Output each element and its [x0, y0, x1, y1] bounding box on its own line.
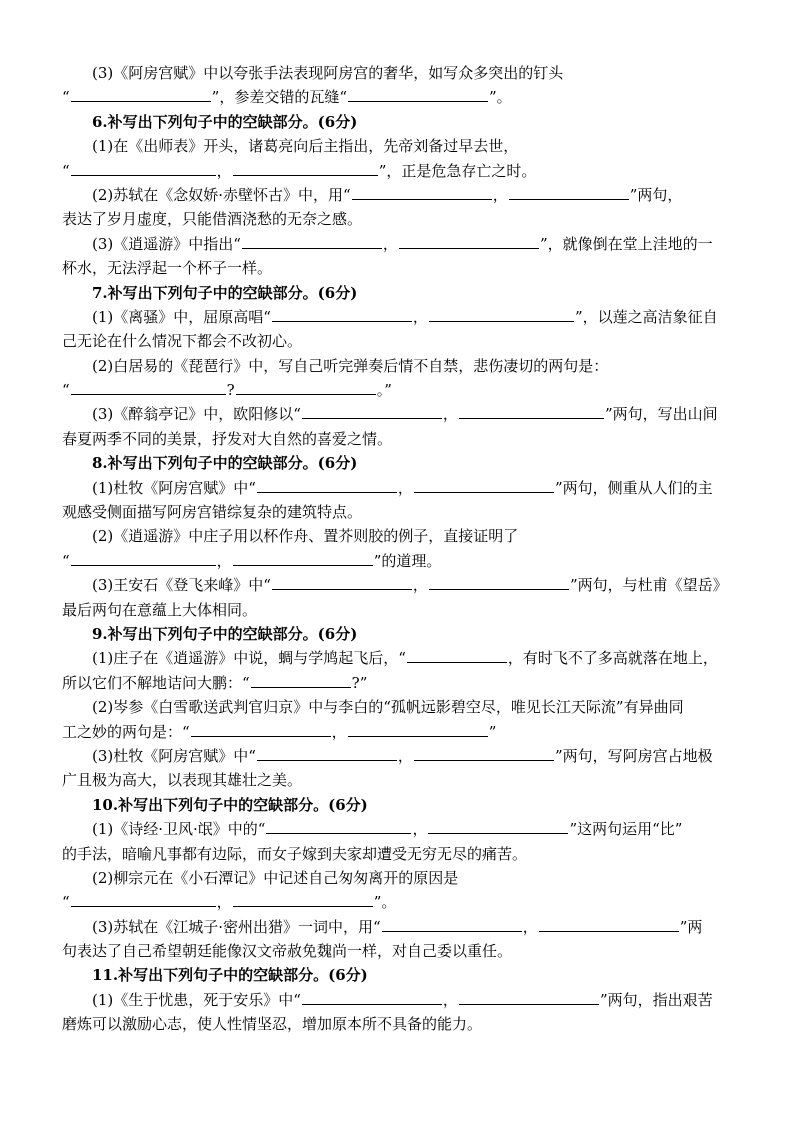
q11-1-text: (1)《生于忧患，死于安乐》中“	[92, 990, 301, 1009]
q9-2-end: ”	[488, 722, 497, 741]
q7-2-line1	[62, 354, 744, 378]
answer-blank[interactable]	[257, 745, 397, 761]
answer-blank[interactable]	[428, 818, 568, 834]
q11-heading	[62, 963, 744, 987]
quote-mark: “	[62, 893, 70, 912]
q9-1-line1	[62, 646, 744, 670]
comma: ，	[382, 234, 398, 253]
q6-1-line2	[62, 159, 744, 183]
answer-blank[interactable]	[71, 891, 216, 907]
answer-blank[interactable]	[191, 721, 331, 737]
q6-2-line2	[62, 207, 744, 231]
q8-1-end: ”两句，侧重从人们的主	[554, 478, 713, 497]
quote-mark: “	[62, 161, 70, 180]
answer-blank[interactable]	[348, 86, 488, 102]
comma: ，	[412, 576, 428, 595]
answer-blank[interactable]	[302, 403, 442, 419]
q10-3-cont: 句表达了自己希望朝廷能像汉文帝赦免魏尚一样，对自己委以重任。	[62, 942, 513, 961]
q6-1-line1	[62, 134, 744, 158]
comma: ，	[216, 161, 232, 180]
answer-blank[interactable]	[71, 550, 216, 566]
q9-1-end2: ?”	[351, 673, 368, 692]
q6-2-end: ”两句，	[629, 185, 683, 204]
q9-heading	[62, 622, 744, 646]
heading-text: 8.补写出下列句子中的空缺部分。(6分)	[92, 454, 358, 473]
q10-2-line1	[62, 866, 744, 890]
q5-3-text: (3)《阿房宫赋》中以夸张手法表现阿房宫的奢华，如写众多突出的钉头	[92, 64, 564, 82]
answer-blank[interactable]	[539, 916, 679, 932]
q10-1-cont: 的手法，暗喻凡事都有边际，而女子嫁到夫家却遭受无穷无尽的痛苦。	[62, 844, 528, 863]
q9-3-end: ”两句，写阿房宫占地极	[554, 746, 713, 765]
q8-2-end: ”的道理。	[373, 551, 442, 570]
q8-3-end: ”两句，与杜甫《望岳》	[569, 576, 728, 595]
q10-3-line2	[62, 939, 744, 963]
q8-1-line2	[62, 500, 744, 524]
q5-3-mid: ”，参差交错的瓦缝“	[211, 88, 348, 107]
answer-blank[interactable]	[272, 574, 412, 590]
comma: ，	[412, 820, 428, 839]
q7-heading	[62, 281, 744, 305]
q9-3-line2	[62, 768, 744, 792]
exam-content	[62, 61, 744, 1037]
q9-1-end: ，有时飞不了多高就落在地上，	[507, 649, 718, 668]
q9-1-text: (1)庄子在《逍遥游》中说，蜩与学鸠起飞后，“	[92, 649, 406, 668]
q8-3-line1	[62, 573, 744, 597]
answer-blank[interactable]	[251, 672, 351, 688]
answer-blank[interactable]	[71, 379, 226, 395]
q5-3-end: ”。	[489, 88, 512, 107]
answer-blank[interactable]	[429, 306, 574, 322]
q7-2-line2	[62, 378, 744, 402]
answer-blank[interactable]	[382, 916, 522, 932]
q7-3-line2	[62, 427, 744, 451]
q5-3-line1	[62, 61, 744, 85]
quote-mark: “	[62, 381, 70, 400]
comma: ，	[397, 478, 413, 497]
q8-heading	[62, 451, 744, 475]
q7-3-cont: 春夏两季不同的美景，抒发对大自然的喜爱之情。	[62, 429, 393, 448]
comma: ，	[442, 405, 458, 424]
q11-1-cont: 磨炼可以激励心志，使人性情坚忍，增加原本所不具备的能力。	[62, 1015, 483, 1034]
comma: ，	[216, 893, 232, 912]
q8-2-line1	[62, 524, 744, 548]
q8-1-line1	[62, 476, 744, 500]
comma: ，	[331, 722, 347, 741]
answer-blank[interactable]	[414, 745, 554, 761]
heading-text: 6.补写出下列句子中的空缺部分。(6分)	[92, 112, 358, 131]
q7-1-end: ”，以莲之高洁象征自	[574, 307, 718, 326]
q10-3-end: ”两	[679, 917, 703, 936]
q10-2-end: ”。	[373, 893, 397, 912]
q10-1-line2	[62, 842, 744, 866]
q6-3-line2	[62, 256, 744, 280]
q6-1-end: ”，正是危急存亡之时。	[378, 161, 537, 180]
q8-3-line2	[62, 598, 744, 622]
q10-3-line1	[62, 915, 744, 939]
answer-blank[interactable]	[233, 550, 373, 566]
q7-3-text: (3)《醉翁亭记》中，欧阳修以“	[92, 405, 301, 424]
comma: ，	[397, 746, 413, 765]
q7-2-text: (2)白居易的《琵琶行》中，写自己听完弹奏后情不自禁，悲伤凄切的两句是：	[92, 356, 609, 375]
q7-1-line1	[62, 305, 744, 329]
q11-1-line2	[62, 1012, 744, 1036]
heading-text: 11.补写出下列句子中的空缺部分。(6分)	[92, 966, 368, 985]
quote-mark: “	[62, 551, 70, 570]
q7-1-cont: 己无论在什么情况下都会不改初心。	[62, 332, 303, 351]
q6-3-end: ”，就像倒在堂上洼地的一	[539, 234, 713, 253]
comma: ，	[412, 307, 428, 326]
q6-3-line1	[62, 232, 744, 256]
q8-3-cont: 最后两句在意蕴上大体相同。	[62, 600, 258, 619]
q9-2-line1	[62, 695, 744, 719]
q9-3-text: (3)杜牧《阿房宫赋》中“	[92, 746, 256, 765]
q5-3-line2	[62, 85, 744, 109]
q8-1-text: (1)杜牧《阿房宫赋》中“	[92, 478, 256, 497]
comma: ，	[442, 990, 458, 1009]
q6-3-text: (3)《逍遥游》中指出“	[92, 234, 241, 253]
q9-2-cont: 工之妙的两句是：“	[62, 722, 190, 741]
q9-1-cont: 所以它们不解地诘问大鹏：“	[62, 673, 250, 692]
answer-blank[interactable]	[257, 477, 397, 493]
answer-blank[interactable]	[236, 379, 376, 395]
answer-blank[interactable]	[302, 989, 442, 1005]
q6-heading	[62, 110, 744, 134]
answer-blank[interactable]	[233, 891, 373, 907]
q8-1-cont: 观感受侧面描写阿房宫错综复杂的建筑特点。	[62, 503, 363, 522]
q8-2-text: (2)《逍遥游》中庄子用以杯作舟、置芥则胶的例子，直接证明了	[92, 527, 519, 546]
q11-1-line1	[62, 988, 744, 1012]
answer-blank[interactable]	[509, 184, 629, 200]
q10-1-end: ”这两句运用“比”	[569, 820, 683, 839]
q7-1-line2	[62, 329, 744, 353]
q9-1-line2	[62, 671, 744, 695]
q6-2-line1	[62, 183, 744, 207]
q8-2-line2	[62, 549, 744, 573]
q9-3-line1	[62, 744, 744, 768]
q6-1-text: (1)在《出师表》开头，诸葛亮向后主指出，先帝刘备过早去世，	[92, 137, 519, 156]
q10-3-text: (3)苏轼在《江城子·密州出猎》一词中，用“	[92, 917, 381, 936]
answer-blank[interactable]	[71, 86, 211, 102]
q7-3-end: ”两句，写出山间	[604, 405, 718, 424]
q9-2-text: (2)岑参《白雪歌送武判官归京》中与李白的“孤帆远影碧空尽，唯见长江天际流”有异曲同	[92, 698, 684, 717]
heading-text: 7.补写出下列句子中的空缺部分。(6分)	[92, 283, 358, 302]
q7-3-line1	[62, 402, 744, 426]
answer-blank[interactable]	[348, 721, 488, 737]
answer-blank[interactable]	[429, 574, 569, 590]
q7-2-end: 。”	[376, 381, 392, 400]
q10-heading	[62, 793, 744, 817]
q6-2-cont: 表达了岁月虚度，只能借酒浇愁的无奈之感。	[62, 210, 363, 229]
answer-blank[interactable]	[266, 818, 411, 834]
answer-blank[interactable]	[242, 233, 382, 249]
answer-blank[interactable]	[352, 184, 492, 200]
q9-3-cont: 广且极为高大，以表现其雄壮之美。	[62, 771, 303, 790]
q7-1-text: (1)《离骚》中，屈原高唱“	[92, 307, 271, 326]
q6-2-text: (2)苏轼在《念奴娇·赤壁怀古》中，用“	[92, 185, 351, 204]
answer-blank[interactable]	[459, 403, 604, 419]
answer-blank[interactable]	[459, 989, 599, 1005]
answer-blank[interactable]	[407, 647, 507, 663]
q10-1-line1	[62, 817, 744, 841]
heading-text: 9.补写出下列句子中的空缺部分。(6分)	[92, 624, 358, 643]
heading-text: 10.补写出下列句子中的空缺部分。(6分)	[92, 795, 368, 814]
quote-mark: “	[62, 88, 70, 107]
q10-2-line2	[62, 890, 744, 914]
q11-1-end: ”两句，指出艰苦	[599, 990, 713, 1009]
q10-1-text: (1)《诗经·卫风·氓》中的“	[92, 820, 266, 839]
question-mark: ?	[226, 381, 235, 400]
answer-blank[interactable]	[399, 233, 539, 249]
q10-2-text: (2)柳宗元在《小石潭记》中记述自己匆匆离开的原因是	[92, 868, 459, 887]
answer-blank[interactable]	[272, 306, 412, 322]
comma: ，	[216, 551, 232, 570]
comma: ，	[522, 917, 538, 936]
q8-3-text: (3)王安石《登飞来峰》中“	[92, 576, 271, 595]
q6-3-cont: 杯水，无法浮起一个杯子一样。	[62, 259, 273, 278]
answer-blank[interactable]	[233, 160, 378, 176]
answer-blank[interactable]	[71, 160, 216, 176]
answer-blank[interactable]	[414, 477, 554, 493]
q9-2-line2	[62, 720, 744, 744]
comma: ，	[492, 185, 508, 204]
